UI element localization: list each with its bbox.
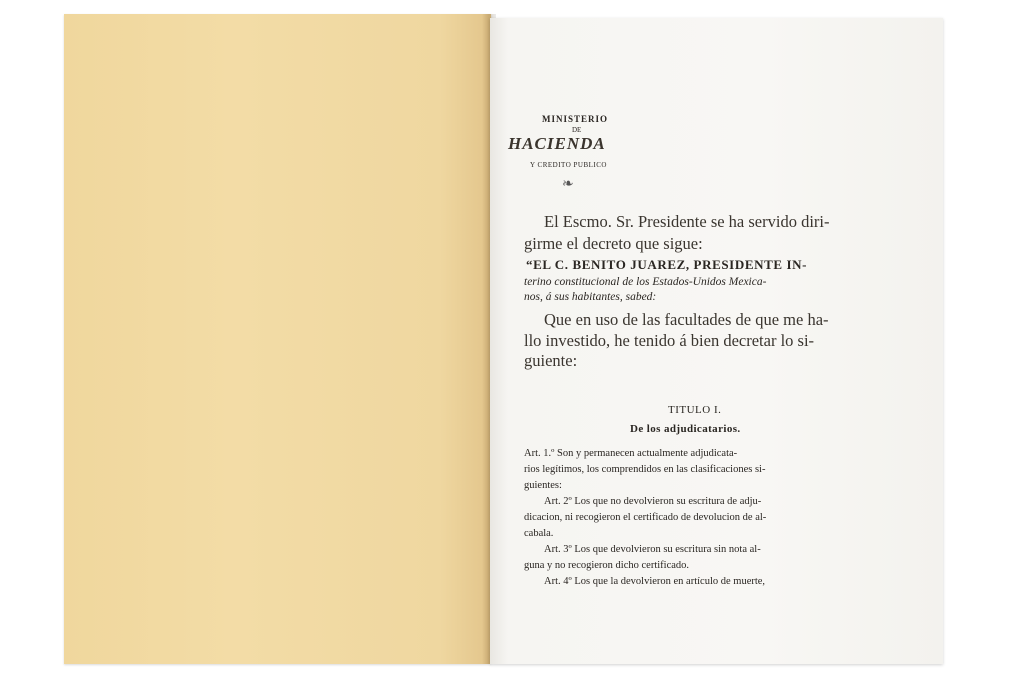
- art2-line-1: Art. 2º Los que no devolvieron su escritura de adju-: [544, 496, 762, 507]
- intro-line-2: girme el decreto que sigue:: [524, 234, 703, 253]
- ministerio-label: MINISTERIO: [542, 114, 609, 124]
- art2-line-2: dicacion, ni recogieron el certificado de devolucion de al-: [524, 512, 767, 523]
- hacienda-label: HACIENDA: [508, 134, 606, 153]
- art4-line-1: Art. 4º Los que la devolvieron en artículo de muerte,: [544, 576, 766, 587]
- art2-line-3: cabala.: [524, 528, 554, 539]
- que-line-3: guiente:: [524, 351, 578, 370]
- art1-line-1: Art. 1.º Son y permanecen actualmente adjudicata-: [524, 448, 738, 459]
- decree-line-1: “EL C. BENITO JUAREZ, PRESIDENTE IN-: [526, 257, 808, 272]
- art3-line-1: Art. 3º Los que devolvieron su escritura sin nota al-: [544, 544, 761, 555]
- que-line-1: Que en uso de las facultades de que me ha-: [544, 310, 829, 329]
- credito-label: Y CREDITO PUBLICO: [530, 161, 607, 169]
- titulo-heading: TITULO I.: [668, 404, 722, 416]
- left-page-blank: [64, 14, 491, 664]
- intro-line-1: El Escmo. Sr. Presidente se ha servido diri-: [544, 212, 830, 231]
- art1-line-3: guientes:: [524, 480, 562, 491]
- de-label: DE: [572, 126, 582, 134]
- right-page: [490, 18, 943, 664]
- que-line-2: llo investido, he tenido á bien decretar lo si-: [524, 331, 815, 350]
- art3-line-2: guna y no recogieron dicho certificado.: [524, 560, 690, 571]
- subtitulo-heading: De los adjudicatarios.: [630, 423, 741, 435]
- decree-line-2: terino constitucional de los Estados-Unidos Mexica-: [524, 276, 767, 288]
- decree-line-3: nos, á sus habitantes, sabed:: [524, 291, 657, 303]
- flourish-ornament-icon: ❧: [562, 177, 574, 192]
- art1-line-2: rios legítimos, los comprendidos en las clasificaciones si-: [524, 464, 766, 475]
